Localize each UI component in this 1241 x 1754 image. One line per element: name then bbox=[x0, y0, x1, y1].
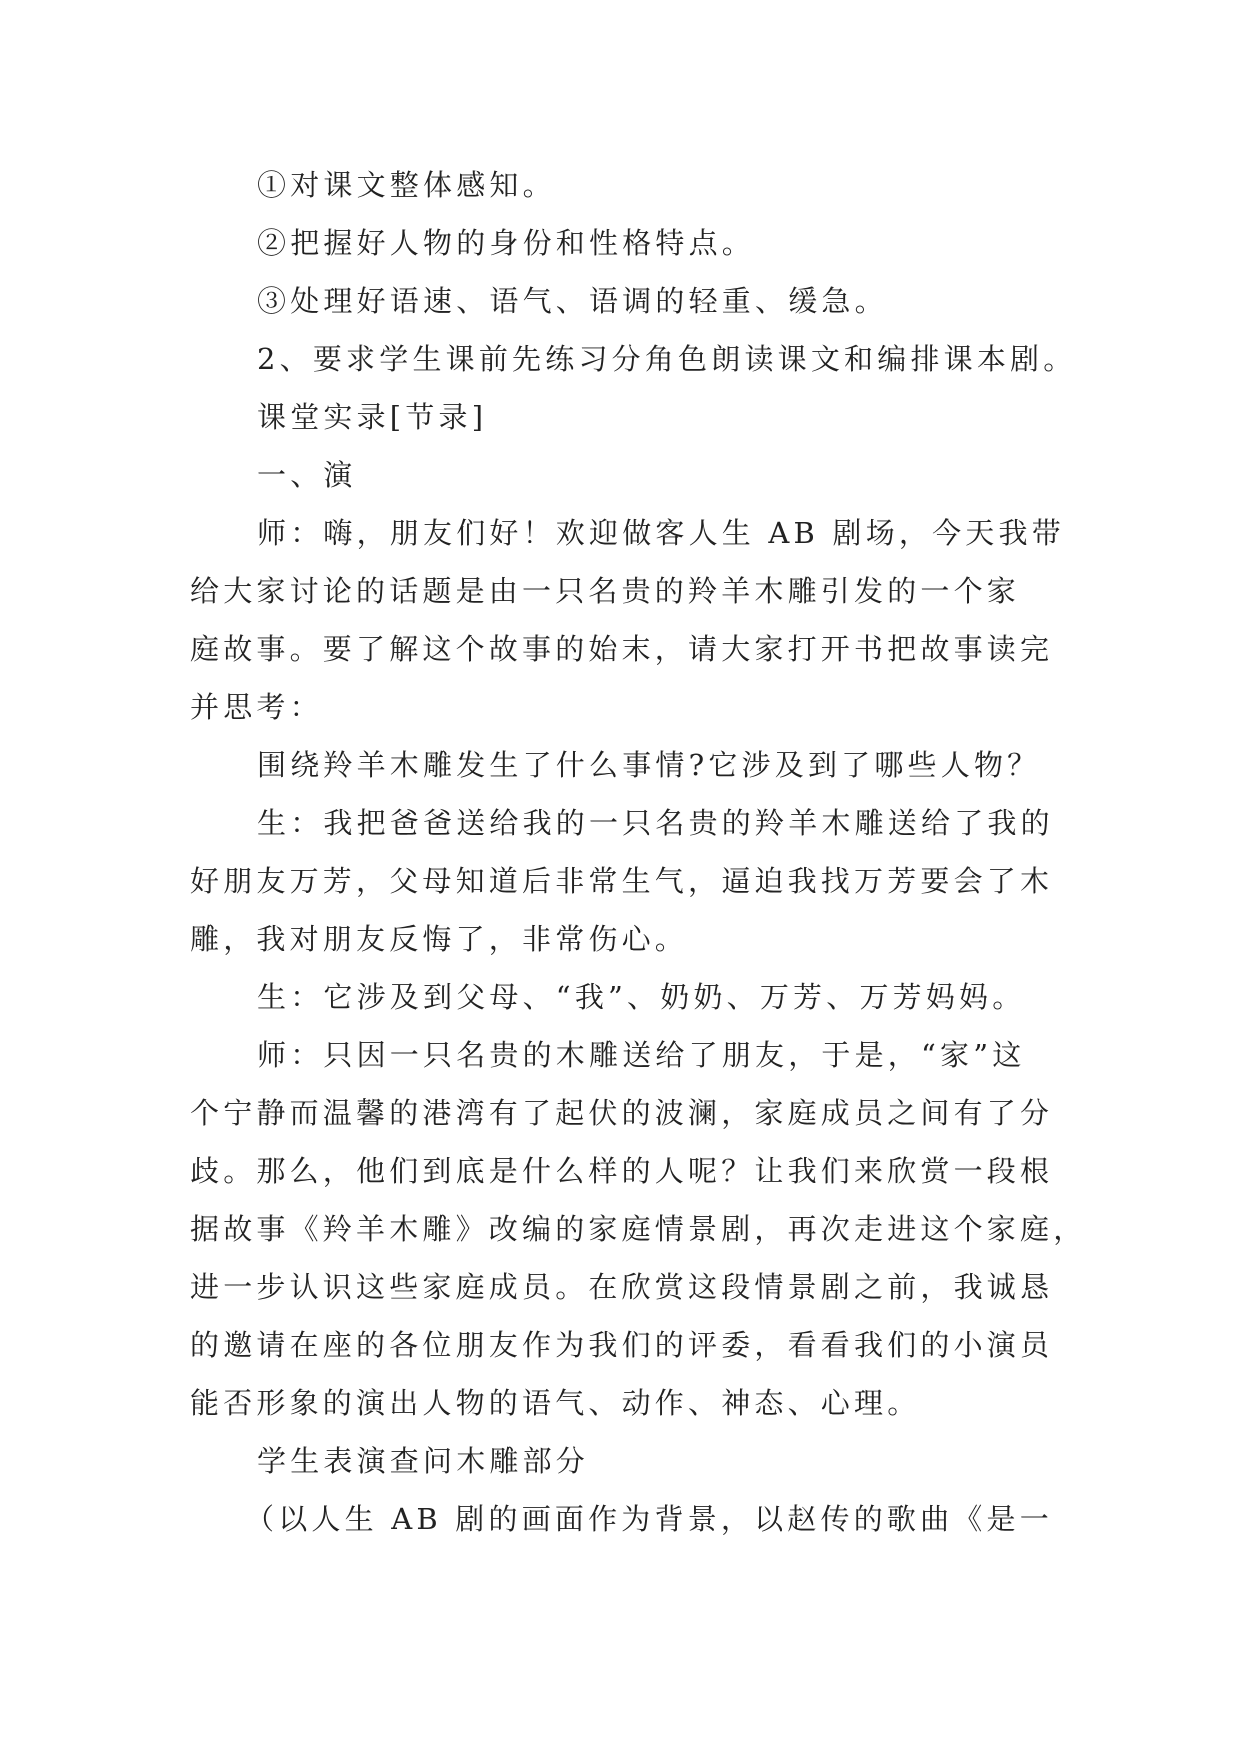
paragraph-line: 生：我把爸爸送给我的一只名贵的羚羊木雕送给了我的 bbox=[257, 806, 1054, 840]
performance-heading: 学生表演查问木雕部分 bbox=[257, 1444, 590, 1478]
question-line: 围绕羚羊木雕发生了什么事情?它涉及到了哪些人物？ bbox=[257, 748, 1041, 782]
paragraph-line: 庭故事。要了解这个故事的始末，请大家打开书把故事读完 bbox=[190, 632, 1054, 666]
paragraph-line: 进一步认识这些家庭成员。在欣赏这段情景剧之前，我诚恳 bbox=[190, 1270, 1054, 1304]
list-item-2: ②把握好人物的身份和性格特点。 bbox=[257, 226, 756, 260]
paragraph-line: 给大家讨论的话题是由一只名贵的羚羊木雕引发的一个家 bbox=[190, 574, 1021, 608]
paragraph-line: 并思考： bbox=[190, 690, 323, 724]
paragraph-line: 歧。那么，他们到底是什么样的人呢？让我们来欣赏一段根 bbox=[190, 1154, 1054, 1188]
paragraph-line: 师：只因一只名贵的木雕送给了朋友，于是，“家”这 bbox=[257, 1038, 1026, 1072]
paragraph-line: 生：它涉及到父母、“我”、奶奶、万芳、万芳妈妈。 bbox=[257, 980, 1026, 1014]
section-heading: 课堂实录[节录] bbox=[257, 400, 488, 434]
paragraph-line: 好朋友万芳，父母知道后非常生气，逼迫我找万芳要会了木 bbox=[190, 864, 1054, 898]
paragraph-line: （以人生 AB 剧的画面作为背景，以赵传的歌曲《是一 bbox=[245, 1502, 1053, 1536]
requirement-paragraph: 2、要求学生课前先练习分角色朗读课文和编排课本剧。 bbox=[257, 342, 1077, 376]
paragraph-line: 师：嗨，朋友们好！欢迎做客人生 AB 剧场，今天我带 bbox=[257, 516, 1065, 550]
list-item-1: ①对课文整体感知。 bbox=[257, 168, 556, 202]
subsection-heading: 一、演 bbox=[257, 458, 357, 492]
paragraph-line: 个宁静而温馨的港湾有了起伏的波澜，家庭成员之间有了分 bbox=[190, 1096, 1054, 1130]
paragraph-line: 的邀请在座的各位朋友作为我们的评委，看看我们的小演员 bbox=[190, 1328, 1054, 1362]
list-item-3: ③处理好语速、语气、语调的轻重、缓急。 bbox=[257, 284, 888, 318]
paragraph-line: 能否形象的演出人物的语气、动作、神态、心理。 bbox=[190, 1386, 921, 1420]
paragraph-line: 据故事《羚羊木雕》改编的家庭情景剧，再次走进这个家庭， bbox=[190, 1212, 1087, 1246]
paragraph-line: 雕，我对朋友反悔了，非常伤心。 bbox=[190, 922, 689, 956]
